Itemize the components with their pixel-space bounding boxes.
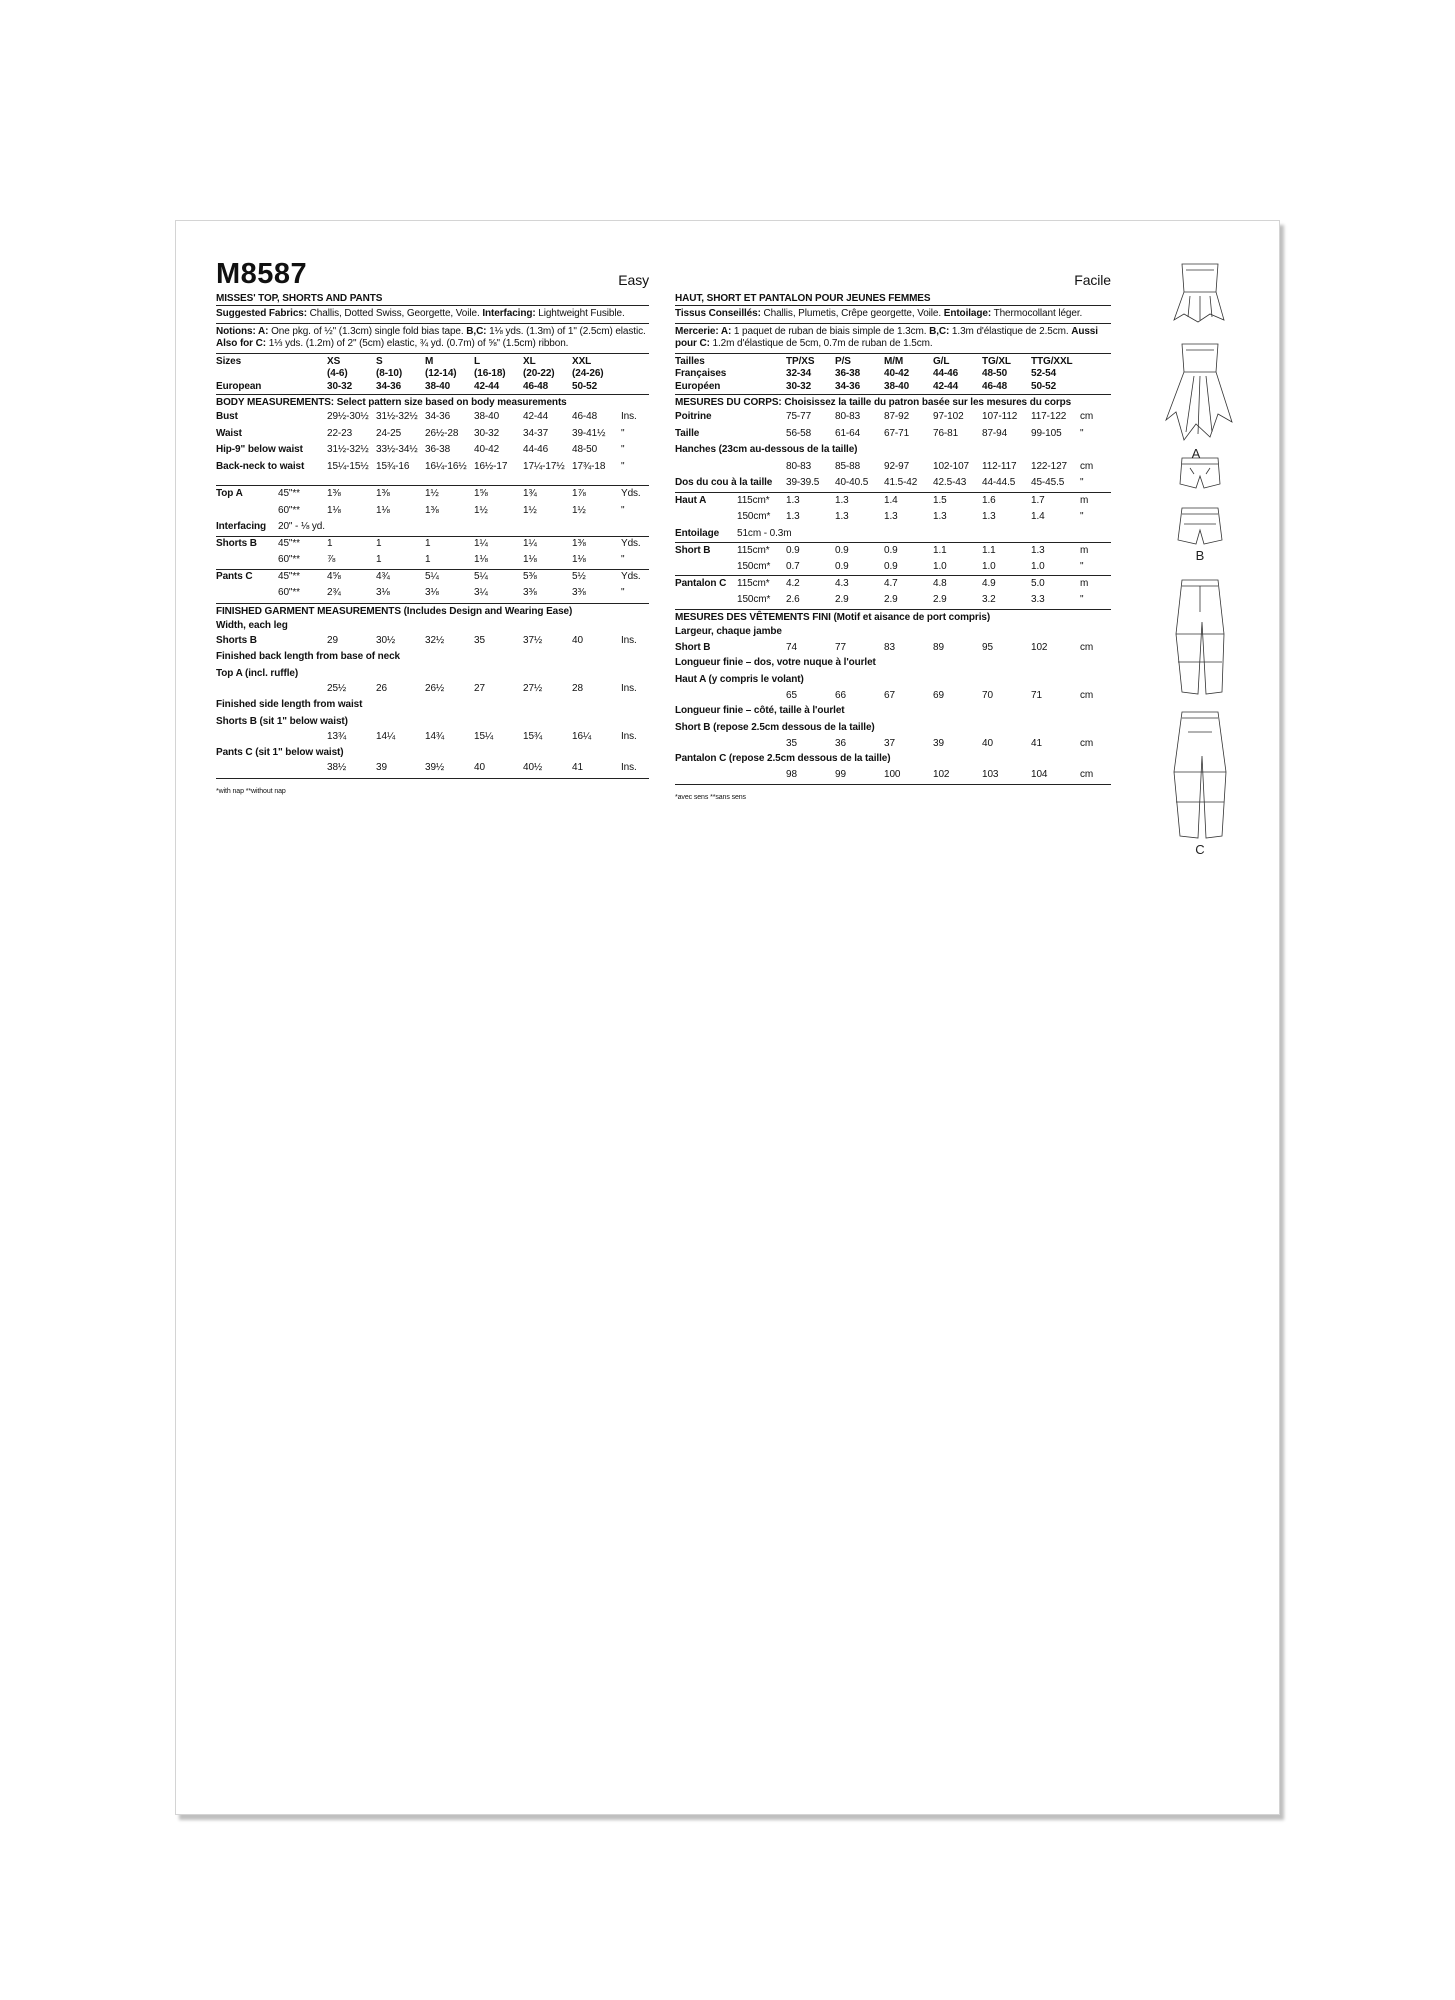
finished-subheading: Longueur finie – dos, votre nuque à l'ourlet (675, 657, 876, 669)
table-row: Short B 74 77 83 89 95 102 cm (675, 641, 1094, 653)
view-b-label: B (1195, 548, 1205, 563)
finished-subheading: Longueur finie – côté, taille à l'ourlet (675, 705, 845, 717)
french-column (675, 258, 1111, 802)
pants-c-back-drawing (1174, 712, 1226, 838)
technical-drawings (1160, 262, 1240, 857)
pattern-title: MISSES' TOP, SHORTS AND PANTS (216, 292, 649, 306)
table-row: Poitrine 75-77 80-83 87-92 97-102 107-112 117-122 cm (675, 411, 1094, 422)
table-row: 80-83 85-88 92-97 102-107 112-117 122-127 cm (786, 460, 1094, 472)
table-row: 150cm* 0.7 0.9 0.9 1.0 1.0 1.0 " (737, 560, 1084, 572)
divider (216, 778, 649, 779)
table-row: Pantalon C 115cm* 4.2 4.3 4.7 4.8 4.9 5.0 m (675, 575, 1111, 592)
finished-subheading: Finished side length from waist (216, 698, 363, 710)
top-a-back-drawing (1166, 344, 1232, 440)
garment-illustrations (1160, 262, 1240, 857)
table-row: Haut A 115cm* 1.3 1.3 1.4 1.5 1.6 1.7 m (675, 494, 1089, 506)
finished-subheading: Short B (repose 2.5cm dessous de la taille) (675, 722, 875, 734)
finished-subheading: Largeur, chaque jambe (675, 626, 782, 638)
table-row: 35 36 37 39 40 41 cm (786, 737, 1094, 749)
finished-measurements-heading: FINISHED GARMENT MEASUREMENTS (Includes Design and Wearing Ease) (216, 603, 649, 618)
yardage-table-fr (675, 492, 1111, 609)
table-row: Dos du cou à la taille 39-39.5 40-40.5 41.5-42 42.5-43 44-44.5 45-45.5 " (675, 477, 1084, 488)
table-row: 38½ 39 39½ 40 40½ 41 Ins. (327, 762, 637, 774)
table-row: Entoilage 51cm - 0.3m (675, 527, 792, 539)
table-row: Bust 29½-30½ 31½-32½ 34-36 38-40 42-44 46-48 Ins. (216, 411, 637, 422)
size-header-fr: Tailles TP/XS P/S M/M G/L TG/XL TTG/XXL Françaises 32-34 36-38 40-42 44-46 48-50 52-54 Européen 30-32 34-36 38-40 42-44 46-48 50-52 (675, 355, 1073, 392)
table-row: Taille 56-58 61-64 67-71 76-81 87-94 99-105 " (675, 427, 1084, 439)
finished-subheading: Width, each leg (216, 619, 288, 631)
shorts-b-front-drawing (1180, 458, 1220, 488)
finished-subheading: Shorts B (sit 1" below waist) (216, 715, 348, 727)
table-row: 150cm* 1.3 1.3 1.3 1.3 1.3 1.4 " (737, 511, 1084, 522)
table-row: Short B 115cm* 0.9 0.9 0.9 1.1 1.1 1.3 m (675, 542, 1111, 559)
pattern-title-fr: HAUT, SHORT ET PANTALON POUR JEUNES FEMMES (675, 292, 1111, 306)
finished-subheading: Finished back length from base of neck (216, 650, 401, 662)
table-row: 150cm* 2.6 2.9 2.9 2.9 3.2 3.3 " (737, 593, 1084, 605)
table-row: Hip-9" below waist 31½-32½ 33½-34½ 36-38 40-42 44-46 48-50 " (216, 444, 625, 455)
table-row: Back-neck to waist 15¼-15½ 15¾-16 16¼-16½ 16½-17 17¼-17½ 17¾-18 " (216, 460, 625, 472)
table-row: 13¾ 14¼ 14¾ 15¼ 15¾ 16¼ Ins. (327, 731, 637, 743)
shorts-b-back-drawing (1178, 508, 1222, 544)
suggested-fabrics-fr: Tissus Conseillés: Challis, Plumetis, Crêpe georgette, Voile. Entoilage: Thermocollant léger. (675, 306, 1111, 324)
table-row: 60"** ⅞ 1 1 1⅛ 1⅛ 1⅛ " (278, 554, 625, 565)
difficulty-level: Easy (618, 272, 649, 288)
english-column (216, 258, 649, 796)
finished-subheading: Pants C (sit 1" below waist) (216, 746, 344, 758)
size-header: Sizes XS S M L XL XXL (4-6) (8-10) (12-14) (16-18) (20-22) (24-26) European 30-32 34-36 38-40 42-44 46-48 50-52 (216, 355, 604, 392)
yardage-table (216, 485, 649, 602)
table-row: 60"** 2¾ 3⅛ 3⅛ 3¼ 3⅜ 3⅜ " (278, 587, 625, 598)
footnote-fr: *avec sens **sans sens (675, 794, 746, 801)
table-row: Hanches (23cm au-dessous de la taille) (675, 444, 858, 455)
notions-fr: Mercerie: A: 1 paquet de ruban de biais simple de 1.3cm. B,C: 1.3m d'élastique de 2.5cm. Aussi pour C: 1.2m d'élastique de 5cm, 0.7m de ruban de 1.5cm. (675, 324, 1111, 354)
body-measurements-heading-fr: MESURES DU CORPS: Choisissez la taille du patron basée sur les mesures du corps (675, 394, 1111, 409)
view-c-label: C (1195, 842, 1205, 857)
finished-subheading: Top A (incl. ruffle) (216, 667, 299, 679)
body-measurements-table-fr (675, 409, 1111, 492)
notions: Notions: A: One pkg. of ½" (1.3cm) single fold bias tape. B,C: 1⅛ yds. (1.3m) of 1" (2.5cm) elastic. Also for C: 1⅓ yds. (1.2m) of 2" (5cm) elastic, ¾ yd. (0.7m) of ⅝" (1.5cm) ribbon. (216, 324, 649, 354)
finished-measurements-table (216, 618, 649, 776)
table-row: Top A 45"** 1⅜ 1⅜ 1½ 1⅝ 1¾ 1⅞ Yds. (216, 488, 641, 499)
table-row: 65 66 67 69 70 71 cm (786, 689, 1094, 701)
table-row: 98 99 100 102 103 104 cm (786, 768, 1094, 780)
divider (675, 784, 1111, 785)
finished-subheading: Pantalon C (repose 2.5cm dessous de la taille) (675, 753, 891, 765)
table-row: Shorts B 45"** 1 1 1 1¼ 1¼ 1⅜ Yds. (216, 536, 649, 553)
table-row: 25½ 26 26½ 27 27½ 28 Ins. (327, 683, 637, 695)
body-measurements-table (216, 409, 649, 475)
finished-subheading: Haut A (y compris le volant) (675, 674, 804, 686)
pants-c-front-drawing (1176, 580, 1224, 694)
finished-measurements-heading-fr: MESURES DES VÊTEMENTS FINI (Motif et aisance de port compris) (675, 609, 1111, 624)
table-row: Waist 22-23 24-25 26½-28 30-32 34-37 39-41½ " (216, 427, 625, 439)
top-a-front-drawing (1174, 264, 1224, 322)
suggested-fabrics: Suggested Fabrics: Challis, Dotted Swiss, Georgette, Voile. Interfacing: Lightweight Fusible. (216, 306, 649, 324)
table-row: 60"** 1⅛ 1⅛ 1⅜ 1½ 1½ 1½ " (278, 504, 625, 516)
table-row: Pants C 45"** 4⅝ 4¾ 5¼ 5¼ 5⅜ 5½ Yds. (216, 569, 649, 586)
table-row: Shorts B 29 30½ 32½ 35 37½ 40 Ins. (216, 635, 637, 647)
table-row: Interfacing 20" - ⅛ yd. (216, 521, 325, 532)
pattern-number: M8587 (216, 258, 308, 290)
view-a-label: A (1191, 446, 1201, 461)
footnote: *with nap **without nap (216, 787, 286, 795)
finished-measurements-table-fr (675, 624, 1111, 782)
body-measurements-heading: BODY MEASUREMENTS: Select pattern size based on body measurements (216, 394, 649, 409)
difficulty-level-fr: Facile (1074, 272, 1111, 288)
